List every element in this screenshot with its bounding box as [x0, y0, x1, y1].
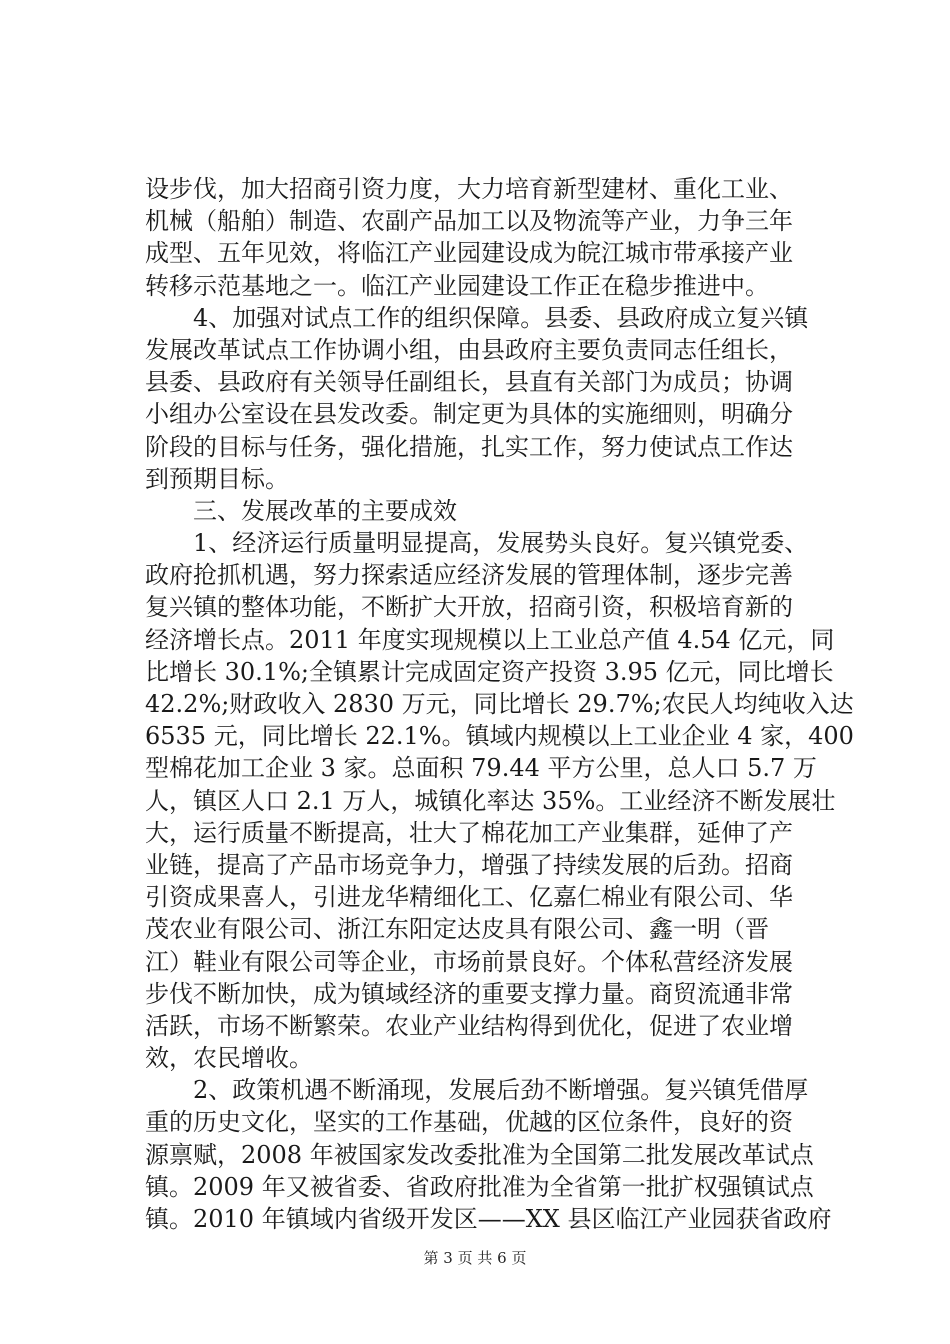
section-heading: 三、发展改革的主要成效 — [193, 496, 457, 525]
text-line: 到预期目标。 — [145, 464, 289, 493]
text-line: 江）鞋业有限公司等企业，市场前景良好。个体私营经济发展 — [145, 947, 793, 976]
text-line: 转移示范基地之一。临江产业园建设工作正在稳步推进中。 — [145, 271, 769, 300]
text-line: 重的历史文化，坚实的工作基础，优越的区位条件，良好的资 — [145, 1108, 793, 1137]
text-line: 大，运行质量不断提高，壮大了棉花加工产业集群，延伸了产 — [145, 818, 793, 847]
text-line: 政府抢抓机遇，努力探索适应经济发展的管理体制，逐步完善 — [145, 561, 793, 590]
text-line: 活跃，市场不断繁荣。农业产业结构得到优化，促进了农业增 — [145, 1011, 793, 1040]
text-line: 机械（船舶）制造、农副产品加工以及物流等产业，力争三年 — [145, 207, 793, 236]
text-line: 小组办公室设在县发改委。制定更为具体的实施细则，明确分 — [145, 400, 793, 429]
text-line: 2、政策机遇不断涌现，发展后劲不断增强。复兴镇凭借厚 — [193, 1076, 809, 1105]
text-line: 复兴镇的整体功能，不断扩大开放，招商引资，积极培育新的 — [145, 593, 793, 622]
text-line: 4、加强对试点工作的组织保障。县委、县政府成立复兴镇 — [193, 303, 809, 332]
text-line: 引资成果喜人，引进龙华精细化工、亿嘉仁棉业有限公司、华 — [145, 883, 793, 912]
text-line: 比增长 30.1%;全镇累计完成固定资产投资 3.95 亿元，同比增长 — [145, 657, 834, 686]
text-line: 经济增长点。2011 年度实现规模以上工业总产值 4.54 亿元，同 — [145, 625, 835, 654]
text-line: 成型、五年见效，将临江产业园建设成为皖江城市带承接产业 — [145, 239, 793, 268]
text-line: 型棉花加工企业 3 家。总面积 79.44 平方公里，总人口 5.7 万 — [145, 754, 817, 783]
text-line: 业链，提高了产品市场竞争力，增强了持续发展的后劲。招商 — [145, 850, 793, 879]
body-text — [145, 173, 854, 1235]
text-line: 镇。2010 年镇域内省级开发区——XX 县区临江产业园获省政府 — [145, 1205, 832, 1233]
text-line: 效，农民增收。 — [145, 1044, 313, 1073]
text-line: 人，镇区人口 2.1 万人，城镇化率达 35%。工业经济不断发展壮 — [145, 786, 836, 815]
text-line: 6535 元，同比增长 22.1%。镇域内规模以上工业企业 4 家，400 — [145, 722, 854, 751]
text-line: 源禀赋，2008 年被国家发改委批准为全国第二批发展改革试点 — [145, 1140, 814, 1169]
text-line: 42.2%;财政收入 2830 万元，同比增长 29.7%;农民人均纯收入达 — [145, 690, 854, 718]
text-line: 发展改革试点工作协调小组，由县政府主要负责同志任组长， — [145, 335, 793, 364]
text-line: 阶段的目标与任务，强化措施，扎实工作，努力使试点工作达 — [145, 432, 793, 461]
page-footer: 第 3 页 共 6 页 — [423, 1249, 527, 1267]
text-line: 镇。2009 年又被省委、省政府批准为全省第一批扩权强镇试点 — [145, 1172, 814, 1201]
text-line: 茂农业有限公司、浙江东阳定达皮具有限公司、鑫一明（晋 — [145, 915, 769, 944]
text-line: 县委、县政府有关领导任副组长，县直有关部门为成员；协调 — [145, 368, 793, 397]
text-line: 设步伐，加大招商引资力度，大力培育新型建材、重化工业、 — [145, 175, 793, 203]
text-line: 1、经济运行质量明显提高，发展势头良好。复兴镇党委、 — [193, 529, 809, 558]
text-line: 步伐不断加快，成为镇域经济的重要支撑力量。商贸流通非常 — [145, 979, 793, 1008]
